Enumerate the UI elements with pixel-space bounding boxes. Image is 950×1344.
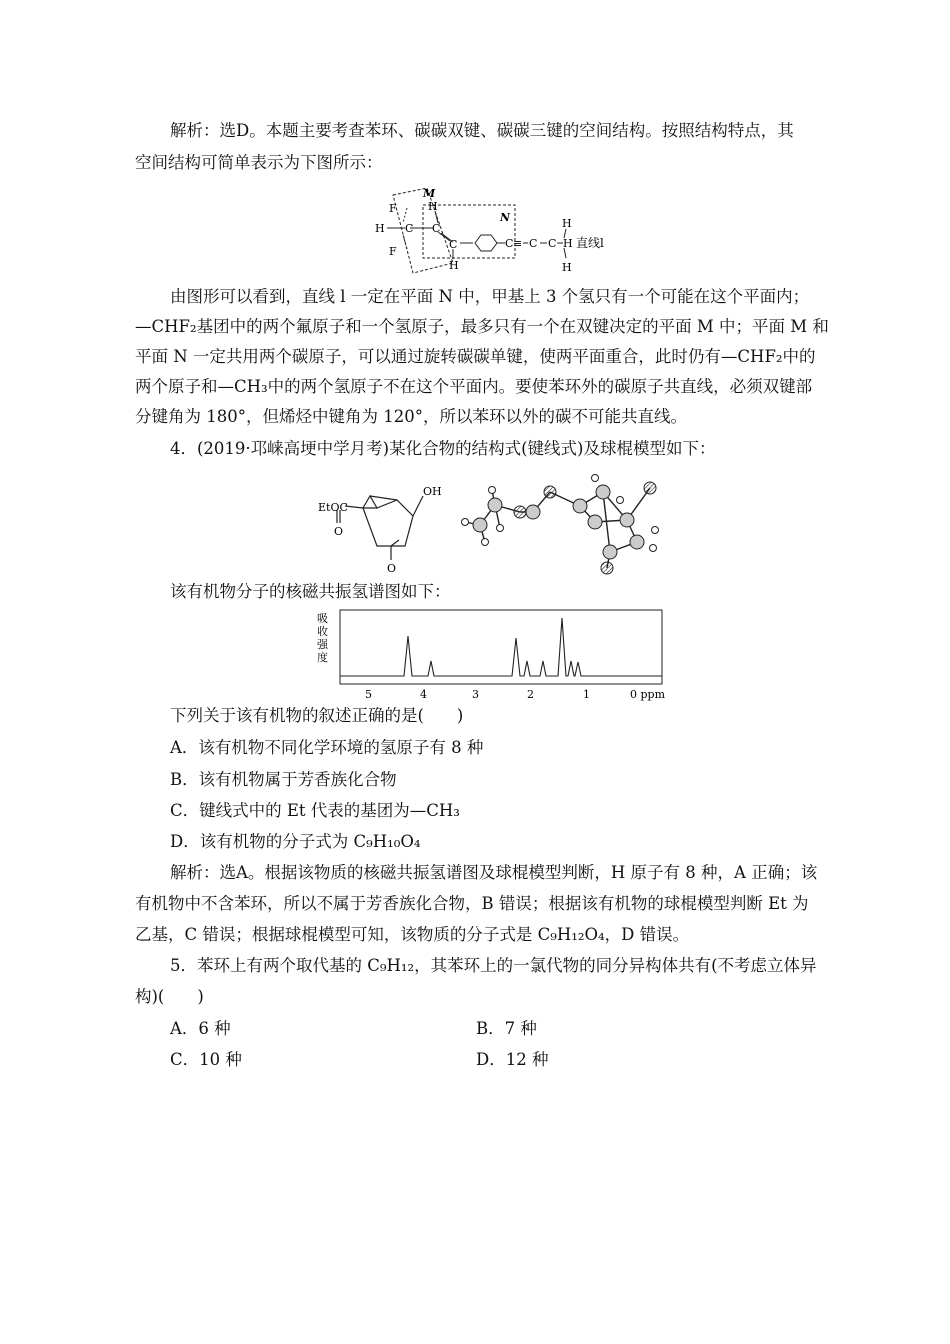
atom-h-alkene: H <box>428 200 438 213</box>
q5-stem-line-2: 构)( ) <box>135 987 204 1006</box>
plane-m-label: M <box>423 187 436 200</box>
tick-2: 2 <box>527 688 534 701</box>
ylabel-2: 收 <box>317 625 328 638</box>
explain-line-2: —CHF₂基团中的两个氟原子和一个氢原子，最多只有一个在双键决定的平面 M 中；平面 M 和 <box>135 317 829 336</box>
q4-stem: 4．(2019·邛崃高埂中学月考)某化合物的结构式(键线式)及球棍模型如下： <box>170 439 716 458</box>
q4-analysis-line-2: 有机物中不含苯环，所以不属于芳香族化合物，B 错误；根据该有机物的球棍模型判断 Et 为 <box>135 894 809 913</box>
q5-option-a: A．6 种 <box>170 1019 231 1038</box>
triple-bond: ≡ <box>513 237 523 250</box>
nmr-spectrum <box>310 606 680 704</box>
ylabel-4: 度 <box>317 651 328 664</box>
skeletal-structure <box>315 478 455 573</box>
tick-1: 1 <box>583 688 590 701</box>
atom-f-bottom: F <box>389 245 397 258</box>
atom-c-alkyne-2: C <box>529 237 538 250</box>
explain-line-4: 两个原子和—CH₃中的两个氢原子不在这个平面内。要使苯环外的碳原子共直线，必须双键部 <box>135 377 813 396</box>
ylabel-3: 强 <box>317 638 328 651</box>
atom-h-alkene-2: H <box>449 259 459 272</box>
atom-c-alkyne-1: C <box>505 237 514 250</box>
q4-question: 下列关于该有机物的叙述正确的是( ) <box>170 706 464 725</box>
q4-analysis-line-1: 解析：选A。根据该物质的核磁共振氢谱图及球棍模型判断，H 原子有 8 种，A 正确；该 <box>170 863 818 882</box>
q4-option-c: C．键线式中的 Et 代表的基团为—CH₃ <box>170 801 460 820</box>
tick-5: 5 <box>365 688 372 701</box>
ketone-o-label: O <box>387 562 397 573</box>
explain-line-1: 由图形可以看到，直线 l 一定在平面 N 中，甲基上 3 个氢只有一个可能在这个平面内； <box>170 287 810 306</box>
atom-h-methyl-1: H <box>562 217 572 230</box>
tick-4: 4 <box>420 688 427 701</box>
explain-line-5: 分键角为 180°，但烯烃中键角为 120°，所以苯环以外的碳不可能共直线。 <box>135 407 687 426</box>
explain-line-3: 平面 N 一定共用两个碳原子，可以通过旋转碳碳单键，使两平面重合，此时仍有—CHF₂中的 <box>135 347 816 366</box>
atom-f-top: F <box>389 202 397 215</box>
atom-c-alkene-2: C <box>449 238 458 251</box>
line-l-label: 直线l <box>576 236 604 250</box>
nmr-intro: 该有机物分子的核磁共振氢谱图如下： <box>170 582 451 601</box>
atom-c-alkene-1: C <box>432 222 441 235</box>
q4-analysis-line-3: 乙基，C 错误；根据球棍模型可知，该物质的分子式是 C₉H₁₂O₄，D 错误。 <box>135 925 690 944</box>
etoc-label: EtOC <box>318 501 348 514</box>
atom-c-chf2: C <box>405 222 414 235</box>
q4-option-a: A．该有机物不同化学环境的氢原子有 8 种 <box>170 738 484 757</box>
q5-option-d: D．12 种 <box>476 1050 549 1069</box>
atom-c-methyl: C <box>548 237 557 250</box>
q5-option-b: B．7 种 <box>476 1019 537 1038</box>
q5-stem-line-1: 5．苯环上有两个取代基的 C₉H₁₂，其苯环上的一氯代物的同分异构体共有(不考虑立体异 <box>170 956 817 975</box>
atom-h-methyl-2: H <box>563 237 573 250</box>
ball-stick-model <box>455 470 675 578</box>
plane-n-label: N <box>500 211 511 224</box>
analysis-3-line-2: 空间结构可简单表示为下图所示： <box>135 153 383 172</box>
spatial-structure-figure <box>365 183 635 278</box>
tick-0: 0 ppm <box>630 688 666 701</box>
nmr-trace <box>340 618 662 676</box>
q4-option-d: D．该有机物的分子式为 C₉H₁₀O₄ <box>170 832 421 851</box>
ylabel-1: 吸 <box>317 612 328 625</box>
atom-h-left: H <box>375 222 385 235</box>
ester-o-label: O <box>334 525 344 538</box>
q4-option-b: B．该有机物属于芳香族化合物 <box>170 770 397 789</box>
oh-label: OH <box>423 485 442 498</box>
analysis-3-line-1: 解析：选D。本题主要考查苯环、碳碳双键、碳碳三键的空间结构。按照结构特点，其 <box>170 121 794 140</box>
q5-option-c: C．10 种 <box>170 1050 242 1069</box>
tick-3: 3 <box>472 688 479 701</box>
atom-h-methyl-3: H <box>562 261 572 274</box>
